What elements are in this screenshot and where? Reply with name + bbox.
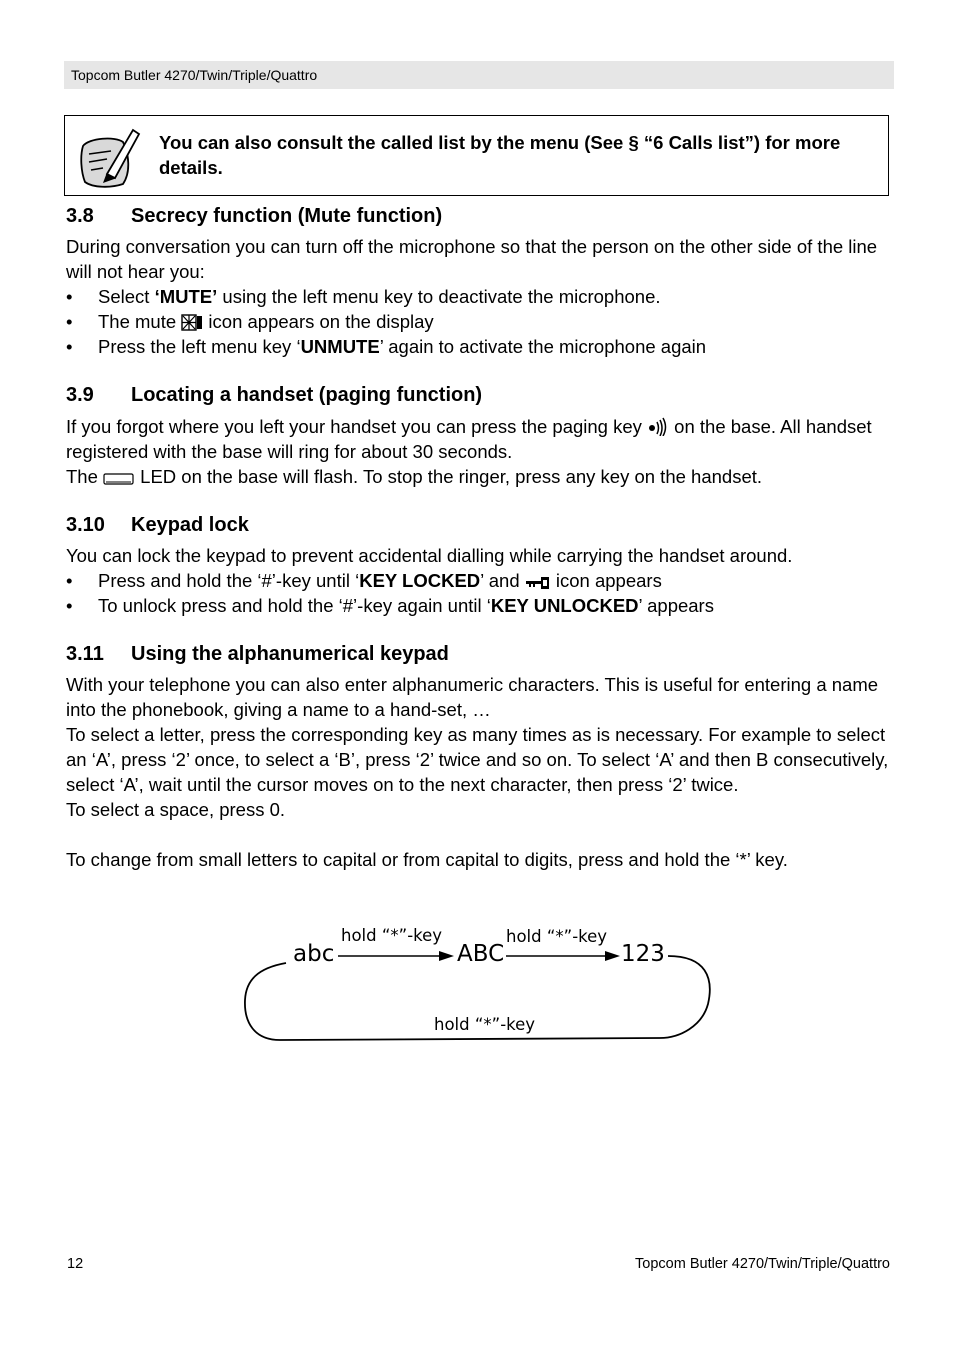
paragraph: To select a space, press 0. bbox=[66, 799, 286, 820]
section-heading bbox=[66, 203, 896, 229]
text: LED on the base will flash. To stop the ringer, press any key on the handset. bbox=[135, 466, 763, 487]
text: Press the left menu key ‘ bbox=[98, 336, 301, 357]
keyword-unmute: UNMUTE bbox=[300, 336, 380, 357]
text: Press and hold the ‘#’-key until ‘ bbox=[98, 570, 360, 591]
transition-label: hold “*”-key bbox=[434, 1015, 536, 1034]
text: If you forgot where you left your handset you can press the paging key bbox=[66, 416, 648, 437]
section-heading bbox=[66, 512, 896, 538]
keyword-key-unlocked: KEY UNLOCKED bbox=[490, 595, 639, 616]
text: Select bbox=[98, 286, 155, 307]
list-item bbox=[66, 284, 896, 309]
mode-label-capital-letters: ABC bbox=[457, 941, 505, 967]
text: The bbox=[66, 466, 104, 487]
list-item bbox=[66, 309, 896, 334]
text: ’ appears bbox=[638, 595, 714, 616]
bullet-list bbox=[66, 284, 896, 359]
paragraph: To select a letter, press the corresponding key as many times as is necessary. For example to select an ‘A’, press ‘2’ once, to select a ‘B’, press ‘2’ twice and so on. To select ‘A’ and then B consecutively, select ‘A’, wait until the cursor moves on to the next character, then press ‘2’ twice. bbox=[66, 724, 889, 795]
section-title: Locating a handset (paging function) bbox=[131, 384, 483, 406]
transition-label: hold “*”-key bbox=[341, 926, 443, 945]
paragraph bbox=[66, 414, 896, 464]
section-3-8 bbox=[66, 203, 896, 359]
mute-icon bbox=[181, 314, 203, 331]
arrow-head bbox=[439, 951, 454, 961]
text: on the base. All handset registered with the base will ring for about 30 seconds. bbox=[66, 416, 872, 462]
mode-label-small-letters: abc bbox=[293, 941, 335, 967]
section-number: 3.9 bbox=[66, 384, 94, 406]
notepad-pen-icon bbox=[77, 124, 141, 190]
section-title: Using the alphanumerical keypad bbox=[131, 643, 449, 665]
running-header bbox=[64, 61, 894, 89]
transition-label: hold “*”-key bbox=[506, 927, 608, 946]
section-heading bbox=[66, 641, 896, 667]
text: ’ and bbox=[480, 570, 525, 591]
section-number: 3.8 bbox=[66, 205, 94, 227]
section-3-11 bbox=[66, 641, 896, 872]
paragraph bbox=[66, 464, 896, 489]
text: ’ again to activate the microphone again bbox=[379, 336, 707, 357]
text: To unlock press and hold the ‘#’-key again until ‘ bbox=[98, 595, 491, 616]
section-title: Keypad lock bbox=[131, 514, 249, 536]
list-item bbox=[66, 334, 896, 359]
list-item bbox=[66, 593, 896, 618]
paging-key-icon bbox=[647, 416, 669, 436]
text: icon appears on the display bbox=[203, 311, 434, 332]
section-number: 3.10 bbox=[66, 514, 105, 536]
paragraph: During conversation you can turn off the microphone so that the person on the other side of the line will not hear you: bbox=[66, 236, 878, 282]
paragraph: With your telephone you can also enter alphanumeric characters. This is useful for entering a name into the phonebook, giving a name to a hand-set, … bbox=[66, 674, 879, 720]
text: icon appears bbox=[550, 570, 662, 591]
section-title: Secrecy function (Mute function) bbox=[131, 205, 443, 227]
text: using the left menu key to deactivate the microphone. bbox=[217, 286, 661, 307]
arrow-head bbox=[605, 951, 620, 961]
key-lock-icon bbox=[525, 576, 551, 590]
note-box bbox=[64, 115, 889, 196]
section-3-10 bbox=[66, 512, 896, 618]
section-heading bbox=[66, 382, 896, 408]
header-title: Topcom Butler 4270/Twin/Triple/Quattro bbox=[71, 67, 318, 83]
mode-label-digits: 123 bbox=[621, 941, 665, 967]
keyword-mute: ‘MUTE’ bbox=[154, 286, 218, 307]
section-number: 3.11 bbox=[66, 643, 104, 665]
note-text: You can also consult the called list by the menu (See § “6 Calls list”) for more details. bbox=[159, 132, 841, 178]
page-number: 12 bbox=[67, 1256, 84, 1272]
section-3-9 bbox=[66, 382, 896, 489]
paragraph: You can lock the keypad to prevent accidental dialling while carrying the handset around. bbox=[66, 545, 793, 566]
paragraph: To change from small letters to capital or from capital to digits, press and hold the ‘*’ key. bbox=[66, 849, 788, 870]
footer-title: Topcom Butler 4270/Twin/Triple/Quattro bbox=[635, 1256, 890, 1272]
led-icon bbox=[103, 472, 135, 486]
bullet-list bbox=[66, 568, 896, 618]
keyword-key-locked: KEY LOCKED bbox=[359, 570, 481, 591]
keypad-mode-diagram bbox=[240, 918, 715, 1048]
text: The mute bbox=[98, 311, 182, 332]
list-item bbox=[66, 568, 896, 593]
